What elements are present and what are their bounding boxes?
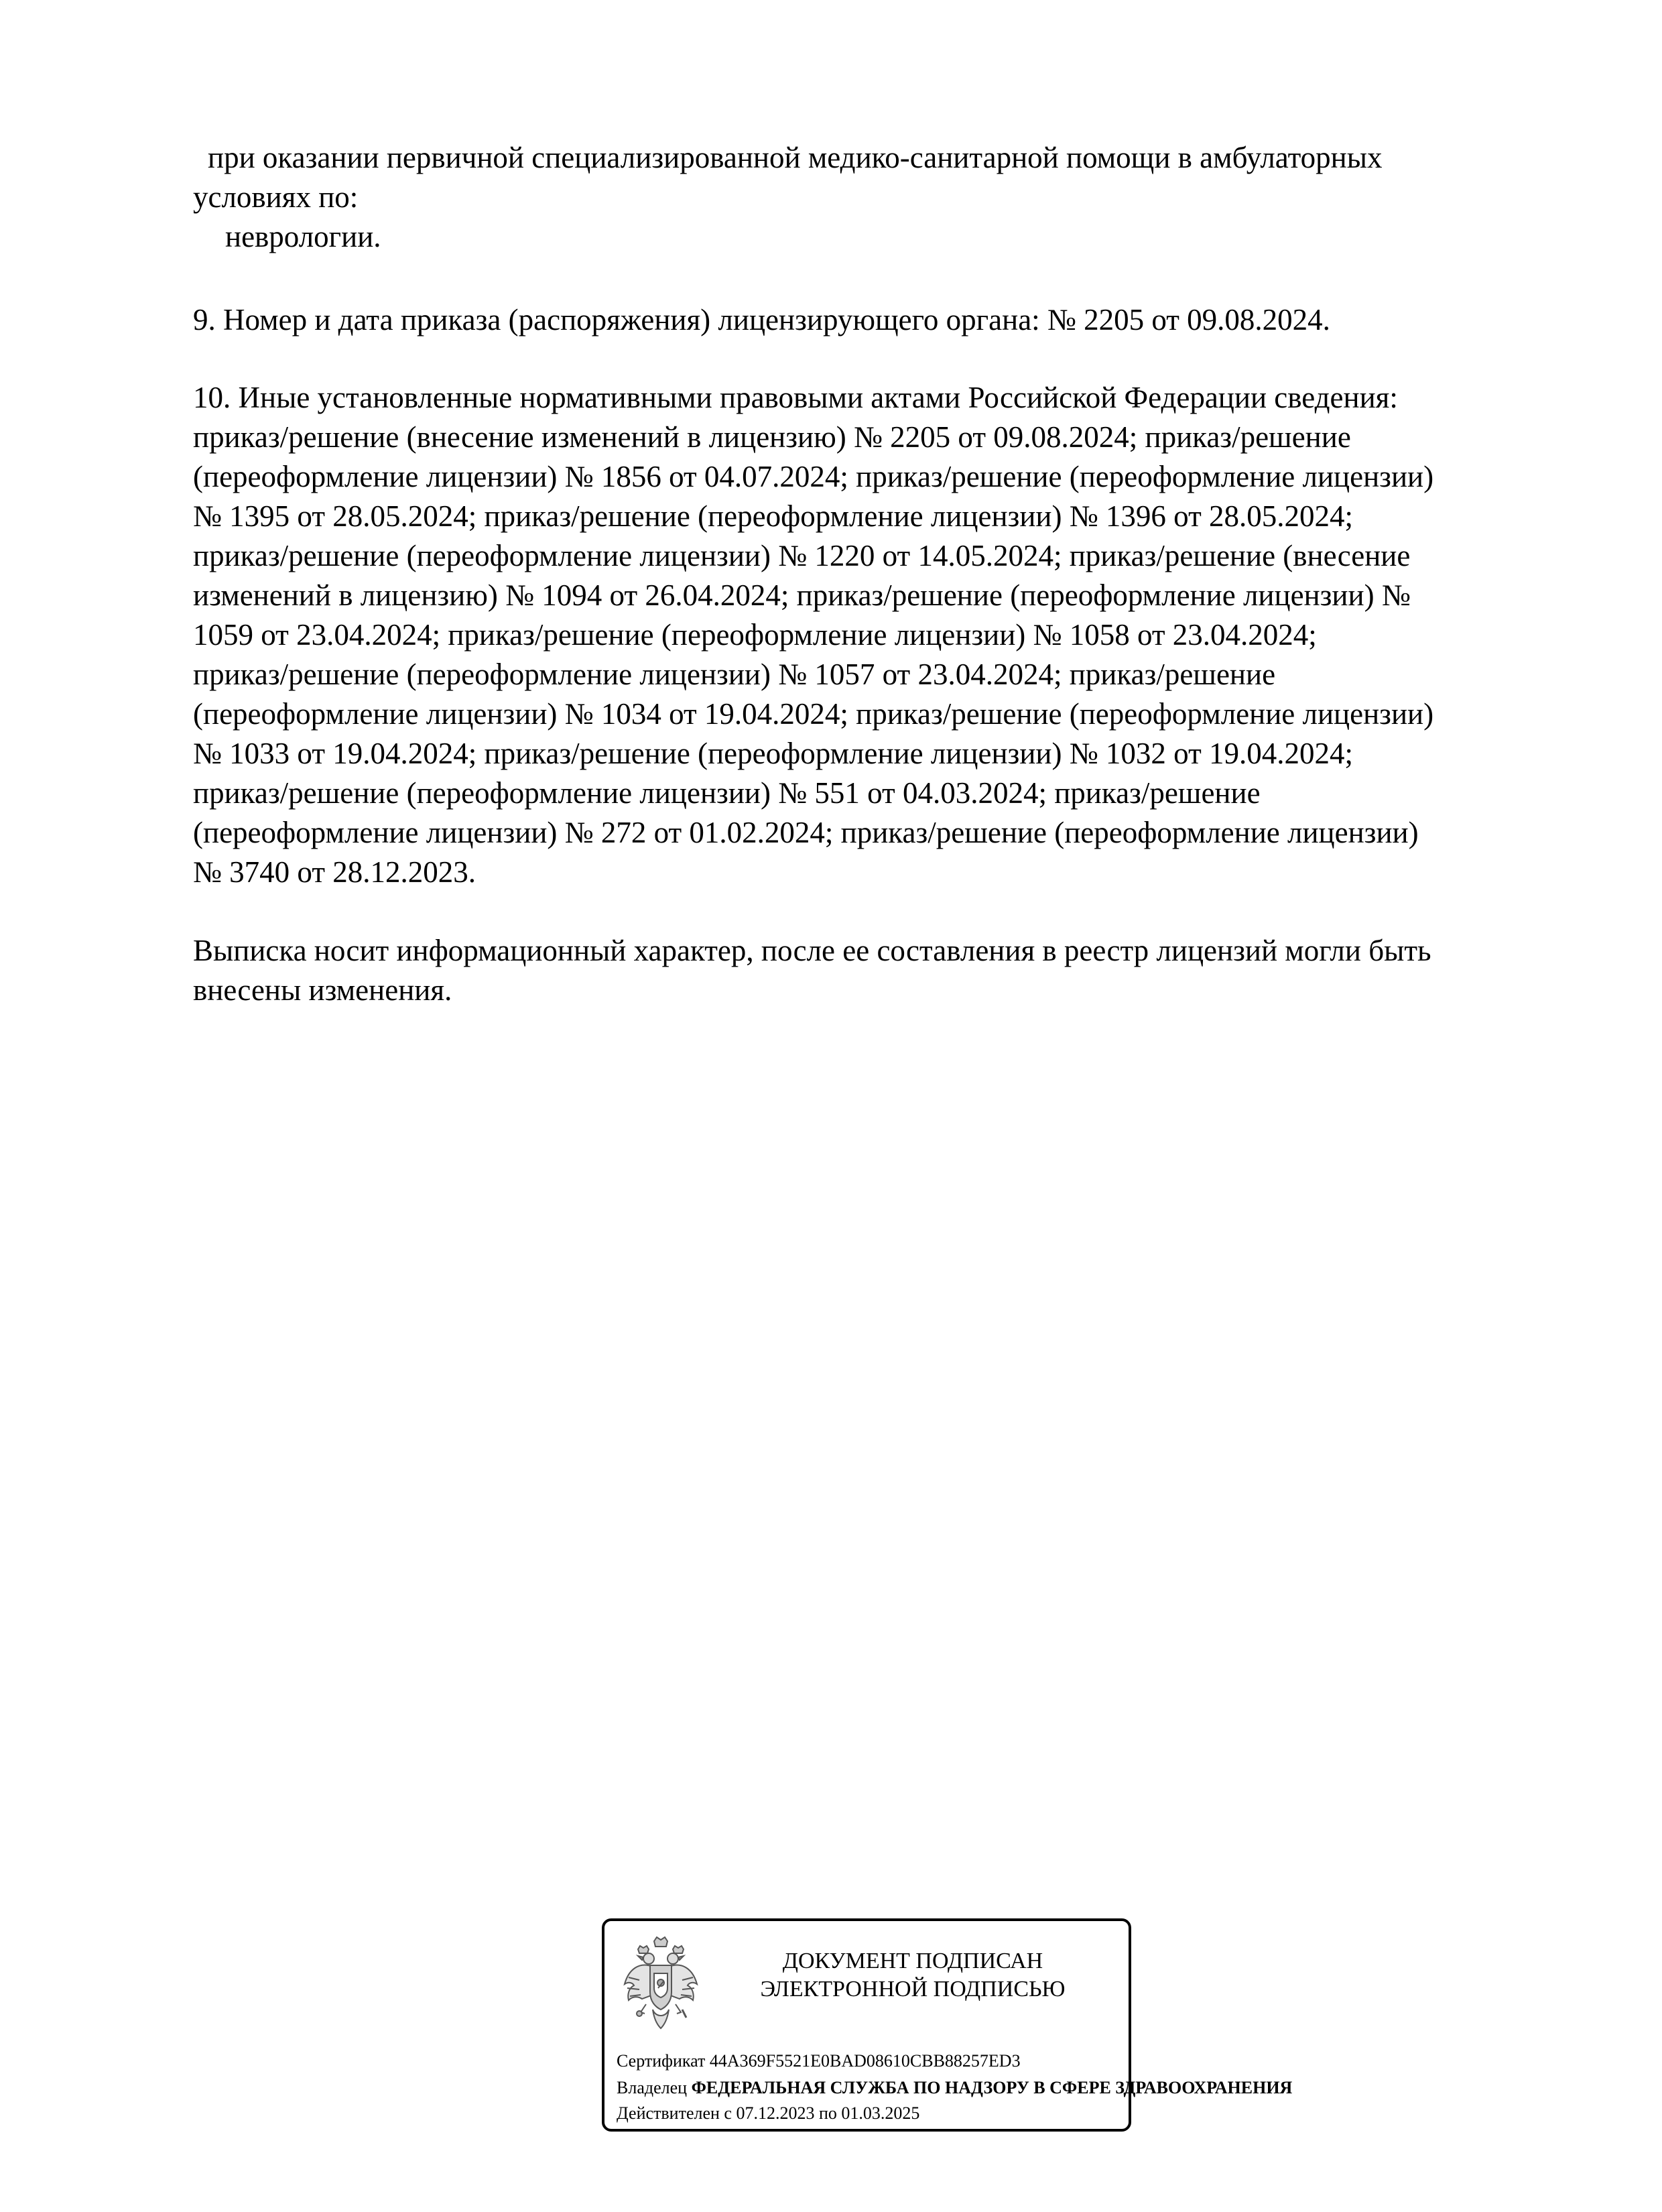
- owner-label: Владелец: [617, 2078, 688, 2097]
- care-conditions-line-continued: условиях по:: [193, 180, 359, 214]
- stamp-title-line-continued: ЭЛЕКТРОННОЙ ПОДПИСЬЮ: [760, 1977, 1066, 2002]
- disclaimer-note: [193, 931, 1553, 1010]
- other-info-line: № 3740 от 28.12.2023.: [193, 855, 476, 889]
- owner-line: [617, 2078, 1292, 2098]
- other-info-line: № 1033 от 19.04.2024; приказ/решение (переоформление лицензии) № 1032 от 19.04.2024;: [193, 737, 1353, 770]
- disclaimer-line-continued: внесены изменения.: [193, 973, 452, 1007]
- other-info-line: 1059 от 23.04.2024; приказ/решение (переоформление лицензии) № 1058 от 23.04.2024;: [193, 618, 1317, 652]
- owner-value: ФЕДЕРАЛЬНАЯ СЛУЖБА ПО НАДЗОРУ В СФЕРЕ ЗДРАВООХРАНЕНИЯ: [691, 2078, 1293, 2097]
- certificate-line: [617, 2051, 1021, 2071]
- stamp-title-line: ДОКУМЕНТ ПОДПИСАН: [782, 1949, 1043, 1973]
- other-info-line: (переоформление лицензии) № 1034 от 19.04.2024; приказ/решение (переоформление лицензии): [193, 697, 1434, 731]
- certificate-label: Сертификат: [617, 2051, 706, 2071]
- other-info-line: приказ/решение (переоформление лицензии) № 1057 от 23.04.2024; приказ/решение: [193, 658, 1276, 691]
- validity-line: Действителен с 07.12.2023 по 01.03.2025: [617, 2103, 920, 2123]
- other-info-line: 10. Иные установленные нормативными правовыми актами Российской Федерации сведения:: [193, 381, 1398, 414]
- care-conditions-line: при оказании первичной специализированной медико-санитарной помощи в амбулаторных: [208, 141, 1383, 174]
- specialty-line: неврологии.: [225, 220, 381, 253]
- order-number-line: 9. Номер и дата приказа (распоряжения) лицензирующего органа: № 2205 от 09.08.2024.: [193, 303, 1330, 336]
- disclaimer-line: Выписка носит информационный характер, после ее составления в реестр лицензий могли быть: [193, 934, 1431, 967]
- other-info-section: [193, 378, 1553, 892]
- other-info-line: приказ/решение (переоформление лицензии) № 1220 от 14.05.2024; приказ/решение (внесение: [193, 539, 1411, 572]
- certificate-value: 44A369F5521E0BAD08610CBB88257ED3: [709, 2051, 1021, 2071]
- other-info-line: (переоформление лицензии) № 272 от 01.02.2024; приказ/решение (переоформление лицензии): [193, 816, 1419, 849]
- other-info-line: приказ/решение (внесение изменений в лицензию) № 2205 от 09.08.2024; приказ/решение: [193, 420, 1351, 454]
- other-info-line: приказ/решение (переоформление лицензии) № 551 от 04.03.2024; приказ/решение: [193, 776, 1261, 810]
- other-info-line: изменений в лицензию) № 1094 от 26.04.2024; приказ/решение (переоформление лицензии) №: [193, 578, 1411, 612]
- other-info-line: (переоформление лицензии) № 1856 от 04.07.2024; приказ/решение (переоформление лицензии): [193, 460, 1434, 493]
- electronic-signature-stamp: [602, 1918, 1293, 2132]
- russian-coat-of-arms-icon: [619, 1934, 702, 2035]
- order-number-section: [193, 300, 1553, 340]
- other-info-line: № 1395 от 28.05.2024; приказ/решение (переоформление лицензии) № 1396 от 28.05.2024;: [193, 499, 1353, 533]
- medical-care-section: [193, 138, 1553, 257]
